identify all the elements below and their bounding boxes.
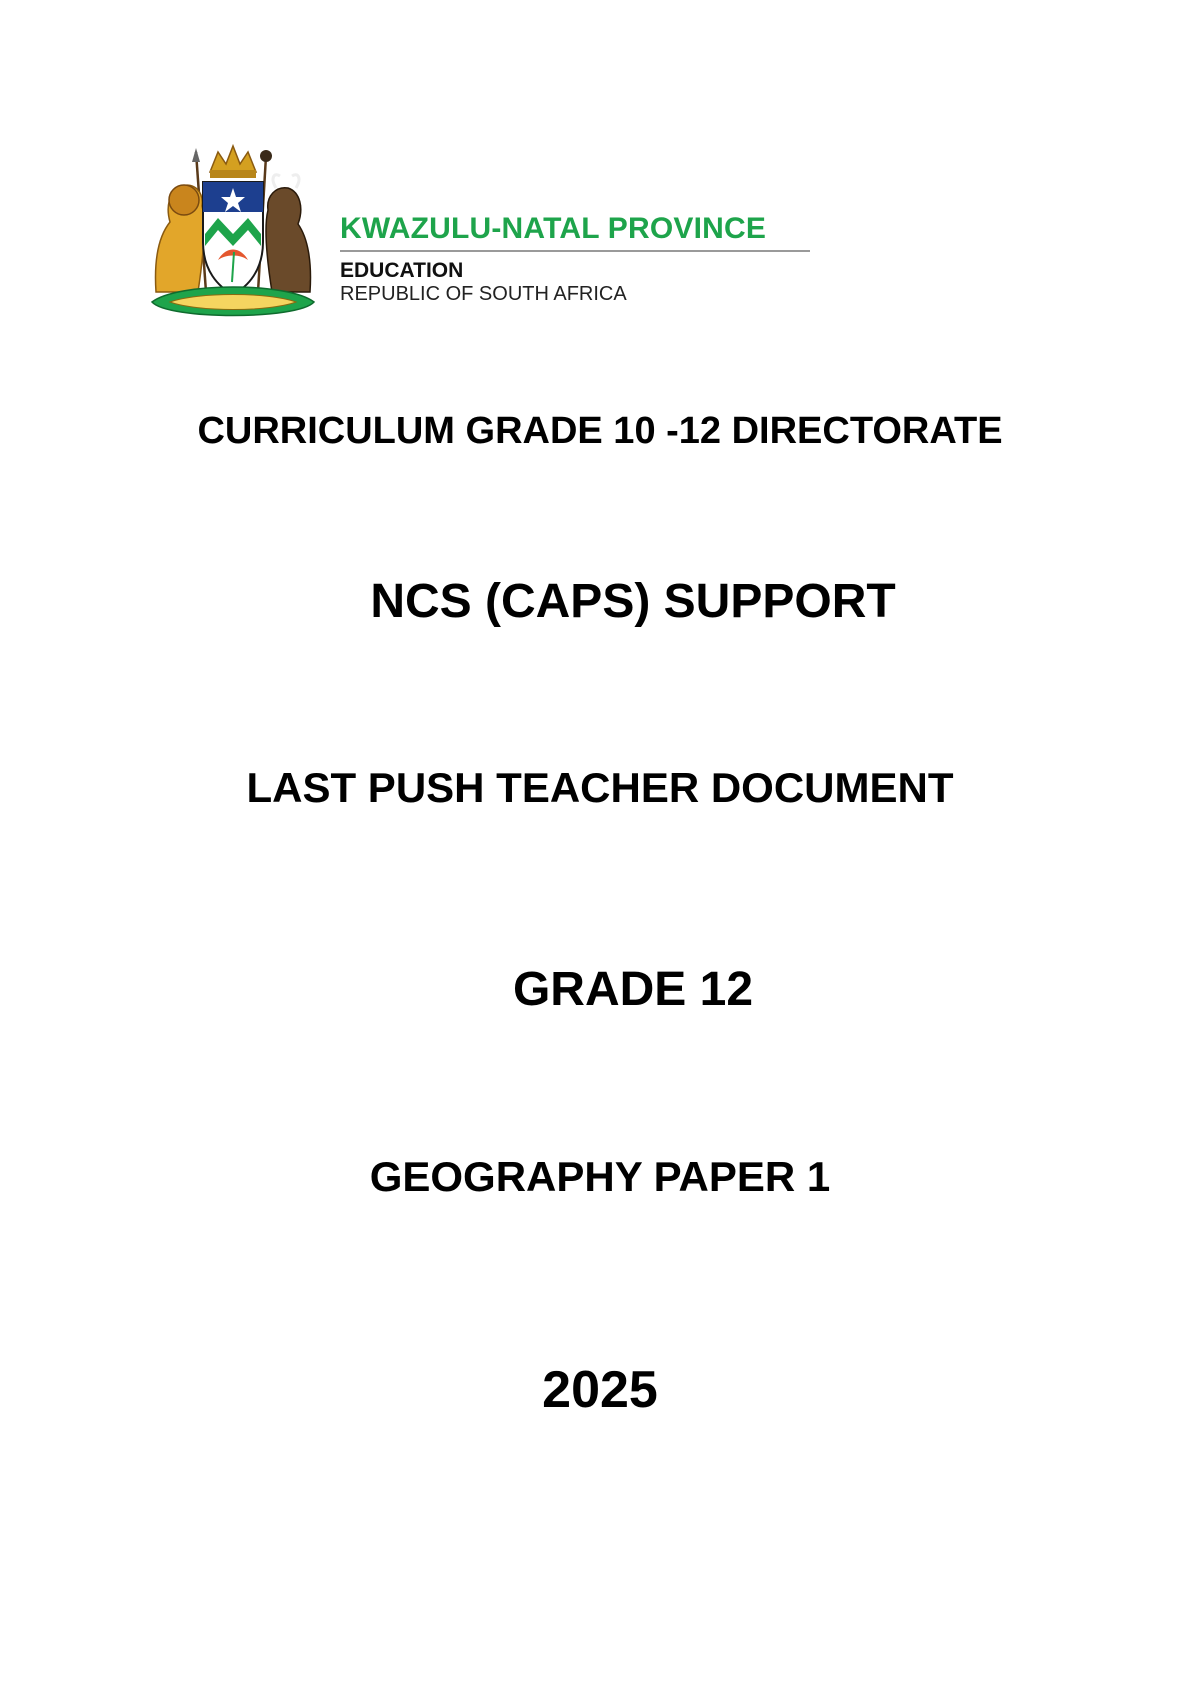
year-heading: 2025 xyxy=(542,1361,658,1419)
letterhead xyxy=(148,142,828,332)
letterhead-divider xyxy=(340,250,810,252)
coat-of-arms-icon xyxy=(148,142,318,332)
country-name: REPUBLIC OF SOUTH AFRICA xyxy=(340,283,627,305)
subject-heading: GEOGRAPHY PAPER 1 xyxy=(369,1153,831,1200)
organisation-block xyxy=(340,212,824,305)
grade-heading: GRADE 12 xyxy=(512,963,754,1016)
document-type-heading: LAST PUSH TEACHER DOCUMENT xyxy=(246,764,954,811)
department-name: EDUCATION xyxy=(340,259,464,282)
support-heading: NCS (CAPS) SUPPORT xyxy=(370,575,896,628)
province-name: KWAZULU-NATAL PROVINCE xyxy=(340,212,767,245)
directorate-heading: CURRICULUM GRADE 10 -12 DIRECTORATE xyxy=(197,410,1003,452)
